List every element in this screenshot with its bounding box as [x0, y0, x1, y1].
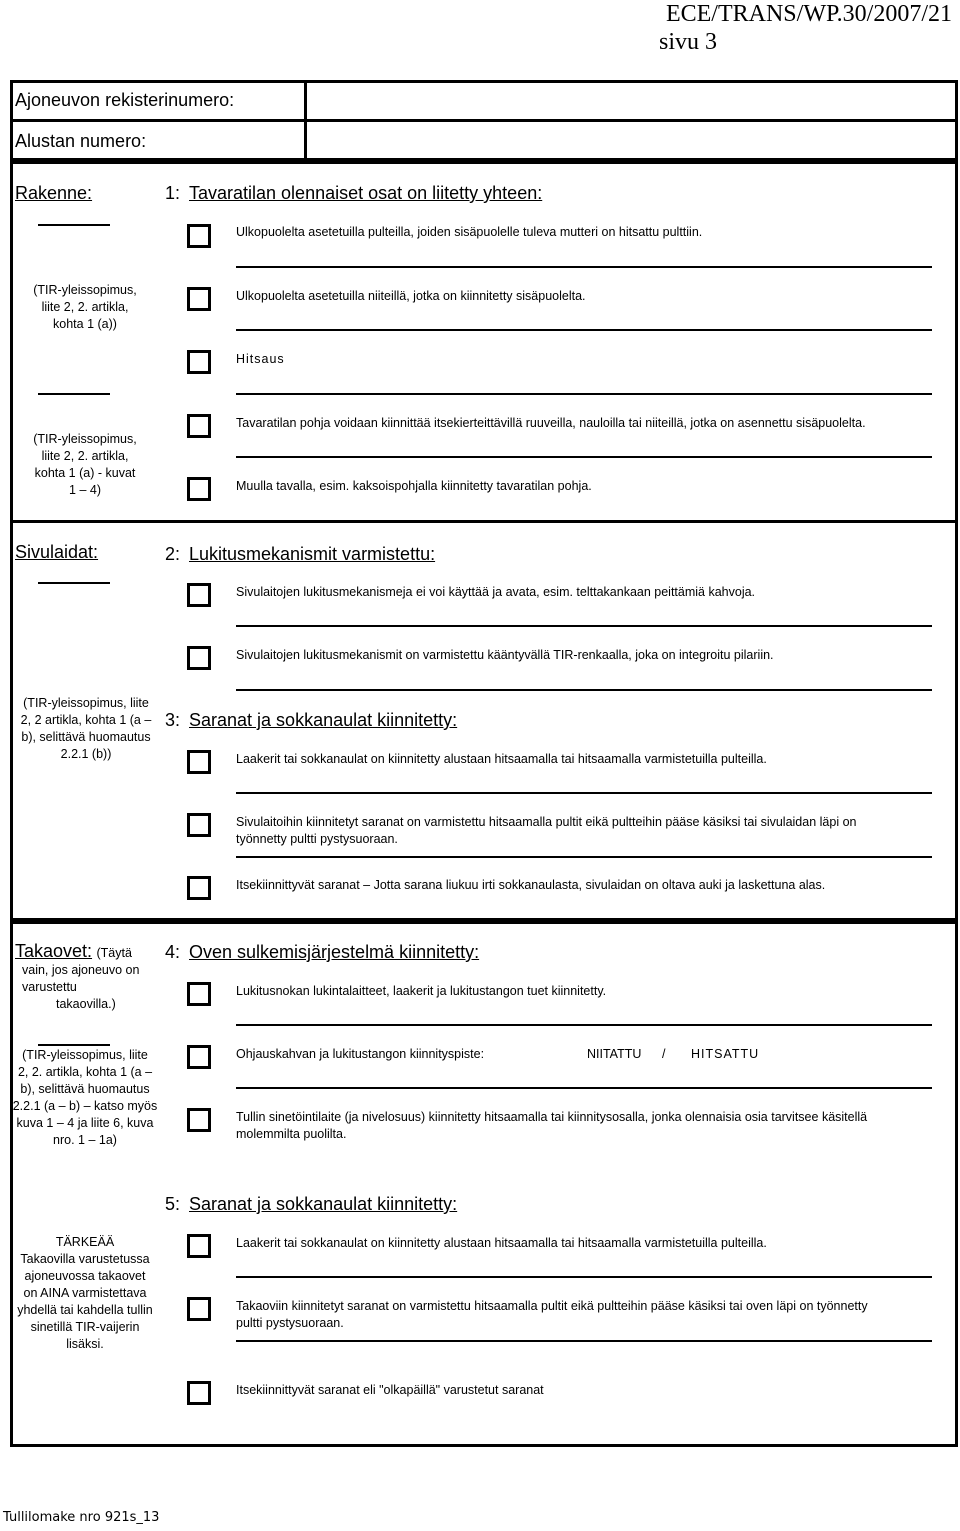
option-checkbox-locking-cams[interactable]: [187, 982, 211, 1006]
signature-line: [38, 582, 110, 584]
important-note: TÄRKEÄÄ Takaovilla varustetussa ajoneuvossa takaovet on AINA varmistettava yhdellä tai kahdella tullin sinetillä TIR-vaijerin lisäksi.: [17, 1235, 153, 1351]
section-number-4: 4:: [165, 942, 181, 962]
option-label: Ulkopuolelta asetetuilla niiteillä, jotka on kiinnitetty sisäpuolelta.: [236, 289, 586, 303]
row-line: [236, 1024, 932, 1026]
side-walls-reference: (TIR-yleissopimus, liite 2, 2 artikla, kohta 1 (a – b), selittävä huomautus 2.2.1 (b)): [20, 696, 152, 761]
option-label: Itsekiinnittyvät saranat eli "olkapäillä" varustetut saranat: [236, 1383, 544, 1397]
row-line: [236, 456, 932, 458]
option-label: Laakerit tai sokkanaulat on kiinnitetty alustaan hitsaamalla tai hitsaamalla varmistetuilla pulteilla.: [236, 752, 767, 766]
page-number: sivu 3: [659, 29, 718, 55]
option-checkbox-self-hinges[interactable]: [187, 876, 211, 900]
section-heading-3: Saranat ja sokkanaulat kiinnitetty:: [189, 710, 458, 730]
option-checkbox-other[interactable]: [187, 477, 211, 501]
option-label: Takaoviin kiinnitetyt saranat on varmistettu hitsaamalla pultit eikä pultteihin pääse käsiksi tai oven läpi on työnnetty pultti pystysuoraan.: [236, 1299, 868, 1330]
doors-note: vain, jos ajoneuvo on varustettu takaovilla.): [22, 963, 140, 1011]
option-label: Ohjauskahvan ja lukitustangon kiinnityspiste:: [236, 1047, 485, 1061]
row-line: [236, 625, 932, 627]
option-label: Tavaratilan pohja voidaan kiinnittää itsekierteittävillä ruuveilla, nauloilla tai niiteillä, jotka on asennettu sisäpuolelta.: [236, 416, 866, 430]
divider: [10, 119, 958, 122]
option-label: Sivulaitojen lukitusmekanismeja ei voi käyttää ja avata, esim. telttakankaan peittämiä kahvoja.: [236, 585, 756, 599]
main-section-box: [10, 161, 958, 921]
chassis-input[interactable]: [310, 124, 950, 156]
row-line: [236, 792, 932, 794]
row-line: [236, 329, 932, 331]
chassis-label: Alustan numero:: [15, 131, 147, 151]
doors-title: Takaovet: (Täytä: [15, 941, 132, 961]
section-number-3: 3:: [165, 710, 181, 730]
option-checkbox-hinges-welded[interactable]: [187, 750, 211, 774]
section-heading-2: Lukitusmekanismit varmistettu:: [189, 544, 436, 564]
row-line: [236, 1087, 932, 1089]
choice-welded[interactable]: HITSATTU: [691, 1047, 760, 1061]
option-label: Sivulaitojen lukitusmekanismit on varmistettu kääntyvällä TIR-renkaalla, joka on integroitu pilariin.: [236, 648, 774, 662]
option-label: Hitsaus: [236, 352, 285, 366]
divider: [304, 80, 307, 161]
signature-line: [38, 224, 110, 226]
option-label: Laakerit tai sokkanaulat on kiinnitetty alustaan hitsaamalla tai hitsaamalla varmistetuilla pulteilla.: [236, 1236, 767, 1250]
row-line: [236, 1340, 932, 1342]
option-checkbox-door-hinges-welded[interactable]: [187, 1234, 211, 1258]
option-checkbox-hinges-bolts[interactable]: [187, 813, 211, 837]
registration-label: Ajoneuvon rekisterinumero:: [15, 90, 235, 110]
row-line: [236, 689, 932, 691]
option-label: Muulla tavalla, esim. kaksoispohjalla kiinnitetty tavaratilan pohja.: [236, 479, 592, 493]
row-line: [236, 266, 932, 268]
option-checkbox-welding[interactable]: [187, 350, 211, 374]
section-number-2: 2:: [165, 544, 181, 564]
choice-separator: /: [662, 1047, 666, 1061]
signature-line: [38, 1044, 110, 1046]
section-divider: [10, 520, 958, 523]
option-label: Lukitusnokan lukintalaitteet, laakerit ja lukitustangon tuet kiinnitetty.: [236, 984, 607, 998]
option-checkbox-handle-point[interactable]: [187, 1045, 211, 1069]
choice-riveted[interactable]: NIITATTU: [587, 1047, 642, 1061]
section-number-5: 5:: [165, 1194, 181, 1214]
option-label: Ulkopuolelta asetetuilla pulteilla, joiden sisäpuolelle tuleva mutteri on hitsattu pulttiin.: [236, 225, 703, 239]
option-checkbox-shoulder-hinges[interactable]: [187, 1381, 211, 1405]
option-label: Tullin sinetöintilaite (ja nivelosuus) kiinnitetty hitsaamalla tai kiinnitysosalla, jonka olennaisia osia tarvitsee käsitellä molemmilta puolilta.: [236, 1110, 868, 1141]
section-number-1: 1:: [165, 183, 181, 203]
document-id: ECE/TRANS/WP.30/2007/21: [665, 1, 952, 27]
structure-reference-2: (TIR-yleissopimus, liite 2, 2. artikla, kohta 1 (a) - kuvat 1 – 4): [33, 432, 137, 497]
option-checkbox-door-hinges-bolts[interactable]: [187, 1297, 211, 1321]
section-heading-1: Tavaratilan olennaiset osat on liitetty yhteen:: [189, 183, 543, 203]
side-walls-title: Sivulaidat:: [15, 542, 99, 562]
structure-reference-1: (TIR-yleissopimus, liite 2, 2. artikla, kohta 1 (a)): [33, 283, 137, 331]
option-checkbox-seal-device[interactable]: [187, 1108, 211, 1132]
signature-line: [38, 393, 110, 395]
registration-input[interactable]: [310, 85, 950, 115]
row-line: [236, 393, 932, 395]
option-checkbox-lock-covered[interactable]: [187, 583, 211, 607]
option-checkbox-tir-ring[interactable]: [187, 646, 211, 670]
option-label: Sivulaitoihin kiinnitetyt saranat on varmistettu hitsaamalla pultit eikä pultteihin pääse käsiksi tai sivulaidan läpi on työnnetty pultti pystysuoraan.: [236, 815, 857, 846]
row-line: [236, 856, 932, 858]
structure-title: Rakenne:: [15, 183, 93, 203]
section-heading-4: Oven sulkemisjärjestelmä kiinnitetty:: [189, 942, 480, 962]
option-checkbox-bolts[interactable]: [187, 224, 211, 248]
section-heading-5: Saranat ja sokkanaulat kiinnitetty:: [189, 1194, 458, 1214]
option-checkbox-floor-screws[interactable]: [187, 414, 211, 438]
row-line: [236, 1276, 932, 1278]
doors-reference: (TIR-yleissopimus, liite 2, 2. artikla, kohta 1 (a – b), selittävä huomautus 2.2.1 (a – b) – katso myös kuva 1 – 4 ja liite 6, kuva nro. 1 – 1a): [12, 1048, 158, 1147]
option-checkbox-rivets[interactable]: [187, 287, 211, 311]
form-number: Tullilomake nro 921s_13: [3, 1510, 160, 1525]
option-label: Itsekiinnittyvät saranat – Jotta sarana liukuu irti sokkanaulasta, sivulaidan on oltava auki ja laskettuna alas.: [236, 878, 826, 892]
